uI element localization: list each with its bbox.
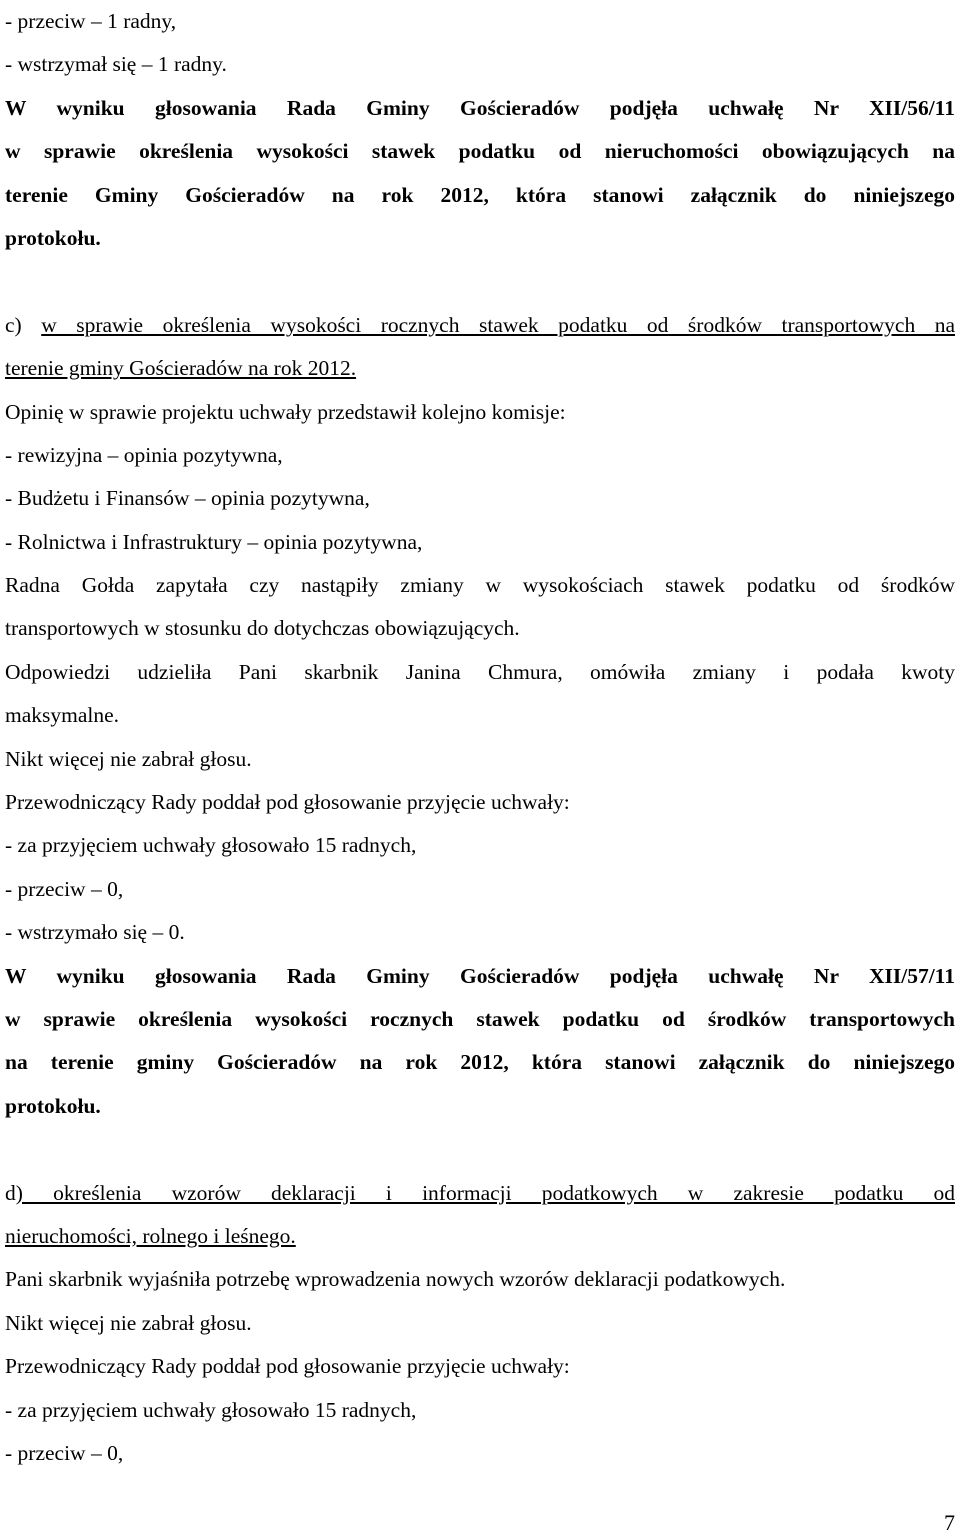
document-page bbox=[5, 0, 955, 1475]
text-line bbox=[5, 1389, 955, 1432]
document-body bbox=[5, 0, 955, 1475]
text-line bbox=[5, 477, 955, 520]
underlined-heading: ) określenia wzorów deklaracji i informacji podatkowych w zakresie podatku od bbox=[15, 1180, 955, 1205]
page-number: 7 bbox=[944, 1510, 955, 1535]
text-line bbox=[5, 1345, 955, 1388]
line-text: Przewodniczący Rady poddał pod głosowanie przyjęcie uchwały: bbox=[5, 1354, 570, 1379]
line-text: - rewizyjna – opinia pozytywna, bbox=[5, 442, 283, 467]
line-text: Opinię w sprawie projektu uchwały przedstawił kolejno komisje: bbox=[5, 399, 566, 424]
text-line bbox=[5, 694, 955, 737]
line-text: - przeciw – 1 radny, bbox=[5, 9, 177, 33]
resolution-line bbox=[5, 130, 955, 173]
line-text: transportowych w stosunku do dotychczas obowiązujących. bbox=[5, 616, 520, 641]
text-line bbox=[5, 564, 955, 607]
text-line bbox=[5, 1432, 955, 1475]
line-text: protokołu. bbox=[5, 1093, 101, 1118]
resolution-line bbox=[5, 1085, 955, 1128]
text-line bbox=[5, 1215, 955, 1258]
line-text: na terenie gminy Gościeradów na rok 2012, która stanowi załącznik do niniejszego bbox=[5, 1050, 955, 1075]
line-text: w sprawie określenia wysokości rocznych stawek podatku od środków transportowych bbox=[5, 1006, 955, 1031]
text-line bbox=[5, 868, 955, 911]
text-line bbox=[5, 824, 955, 867]
line-text: protokołu. bbox=[5, 225, 101, 250]
line-text: - przeciw – 0, bbox=[5, 1440, 124, 1465]
line-text: Przewodniczący Rady poddał pod głosowanie przyjęcie uchwały: bbox=[5, 790, 570, 815]
underlined-heading: nieruchomości, rolnego i leśnego. bbox=[5, 1223, 296, 1248]
line-text: - za przyjęciem uchwały głosowało 15 radnych, bbox=[5, 1397, 417, 1422]
item-prefix: c) bbox=[5, 312, 42, 337]
blank-line bbox=[5, 260, 955, 303]
item-prefix: d bbox=[5, 1180, 16, 1205]
line-text: maksymalne. bbox=[5, 703, 120, 728]
text-line bbox=[5, 391, 955, 434]
line-text: W wyniku głosowania Rada Gminy Gościeradów podjęła uchwałę Nr XII/56/11 bbox=[5, 95, 955, 120]
resolution-line bbox=[5, 217, 955, 260]
text-line bbox=[5, 0, 955, 43]
line-text: - wstrzymało się – 0. bbox=[5, 920, 185, 945]
text-line bbox=[5, 607, 955, 650]
resolution-line bbox=[5, 87, 955, 130]
text-line bbox=[5, 911, 955, 954]
line-text: Nikt więcej nie zabrał głosu. bbox=[5, 1310, 252, 1335]
text-line bbox=[5, 304, 955, 347]
line-text: terenie Gminy Gościeradów na rok 2012, która stanowi załącznik do niniejszego bbox=[5, 182, 955, 207]
line-text: - Rolnictwa i Infrastruktury – opinia pozytywna, bbox=[5, 529, 423, 554]
line-text: w sprawie określenia wysokości stawek podatku od nieruchomości obowiązujących na bbox=[5, 139, 955, 164]
line-text: Nikt więcej nie zabrał głosu. bbox=[5, 746, 252, 771]
text-line bbox=[5, 434, 955, 477]
line-text: - przeciw – 0, bbox=[5, 876, 124, 901]
underlined-heading: w sprawie określenia wysokości rocznych stawek podatku od środków transportowych na bbox=[41, 312, 955, 337]
resolution-line bbox=[5, 1041, 955, 1084]
line-text: - Budżetu i Finansów – opinia pozytywna, bbox=[5, 486, 370, 511]
text-line bbox=[5, 43, 955, 86]
line-text: - wstrzymał się – 1 radny. bbox=[5, 52, 227, 77]
line-text: Odpowiedzi udzieliła Pani skarbnik Janina Chmura, omówiła zmiany i podała kwoty bbox=[5, 659, 955, 684]
text-line bbox=[5, 1172, 955, 1215]
text-line bbox=[5, 651, 955, 694]
text-line bbox=[5, 521, 955, 564]
resolution-line bbox=[5, 955, 955, 998]
text-line bbox=[5, 1258, 955, 1301]
line-text: Radna Gołda zapytała czy nastąpiły zmiany w wysokościach stawek podatku od środków bbox=[5, 573, 955, 598]
text-line bbox=[5, 347, 955, 390]
text-line bbox=[5, 738, 955, 781]
line-text: W wyniku głosowania Rada Gminy Gościeradów podjęła uchwałę Nr XII/57/11 bbox=[5, 963, 955, 988]
underlined-heading: terenie gminy Gościeradów na rok 2012. bbox=[5, 356, 357, 381]
line-text: Pani skarbnik wyjaśniła potrzebę wprowadzenia nowych wzorów deklaracji podatkowych. bbox=[5, 1267, 786, 1292]
text-line bbox=[5, 1302, 955, 1345]
blank-line bbox=[5, 1128, 955, 1171]
resolution-line bbox=[5, 174, 955, 217]
line-text: - za przyjęciem uchwały głosowało 15 radnych, bbox=[5, 833, 417, 858]
resolution-line bbox=[5, 998, 955, 1041]
text-line bbox=[5, 781, 955, 824]
